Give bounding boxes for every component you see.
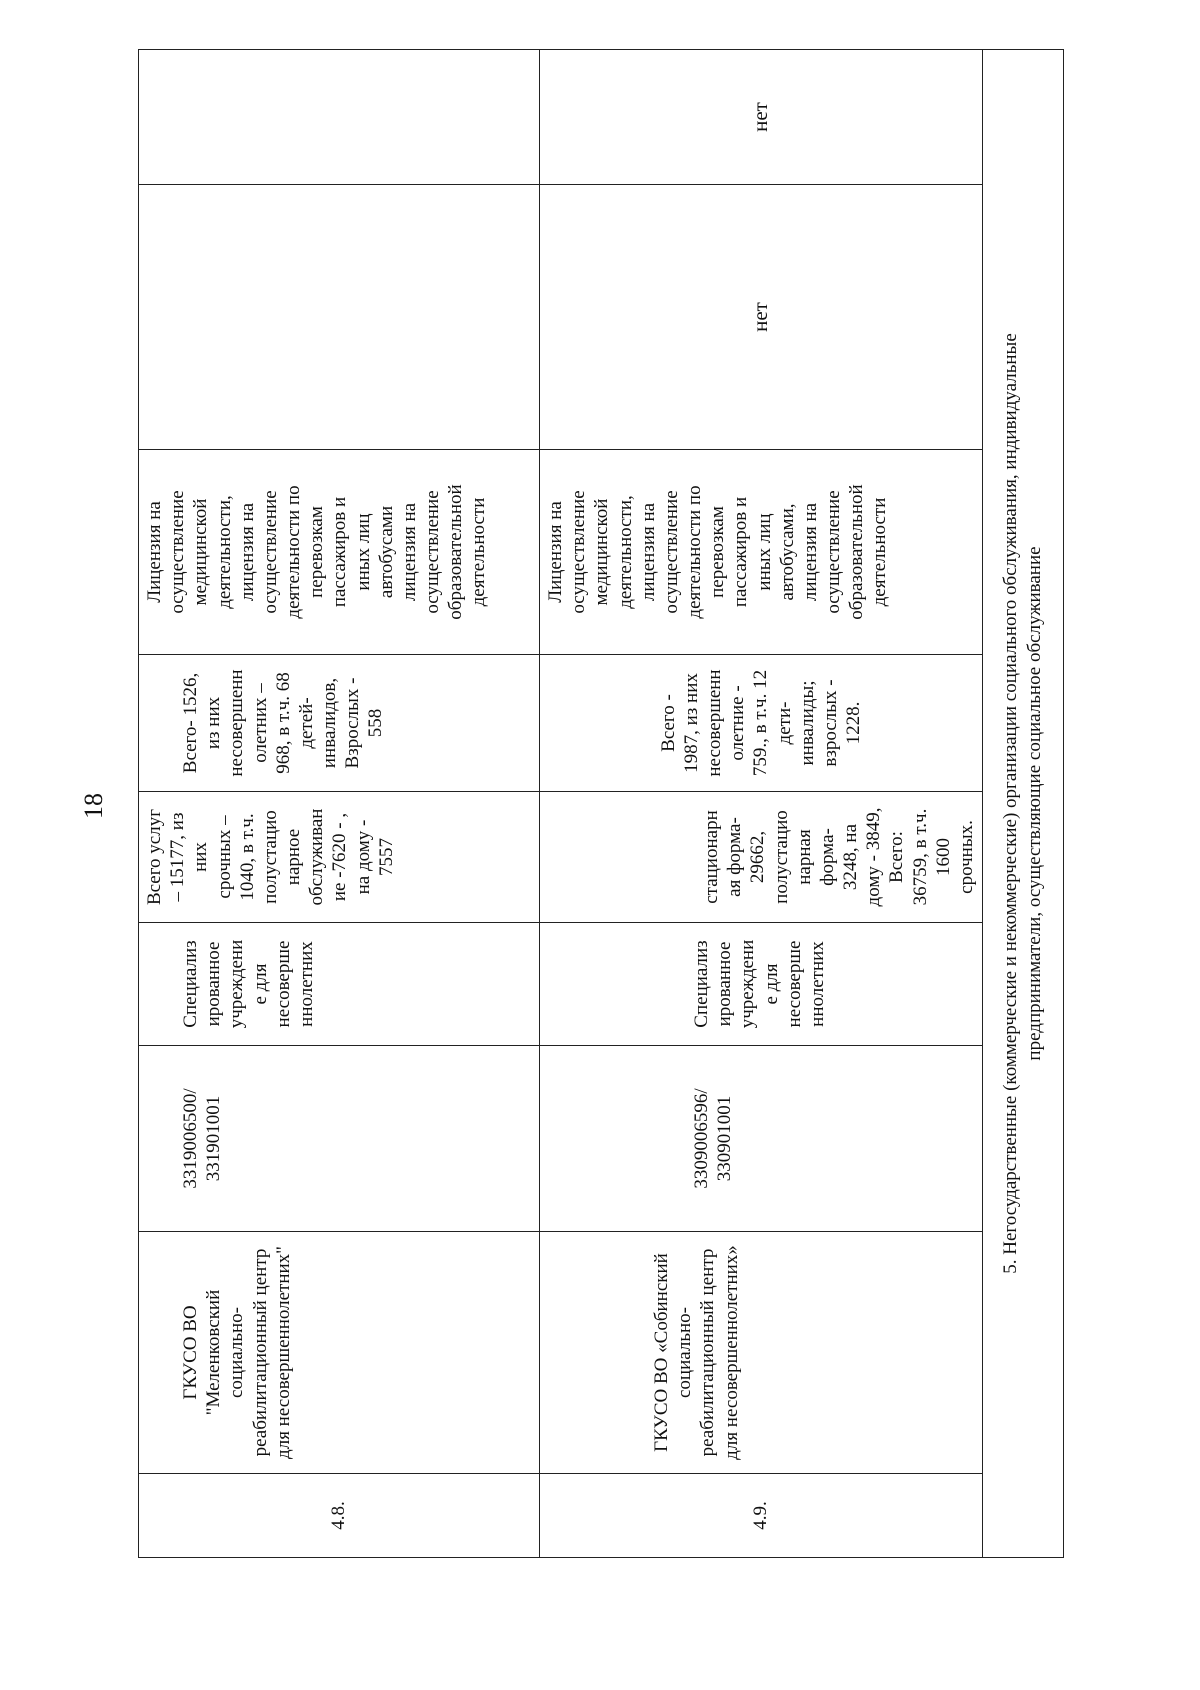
licenses: Лицензия на осуществление медицинской деятельности, лицензия на осуществление деятельности по перевозкам пассажиров и иных лиц автобусами лицензия на осуществление образовательной деятельности — [139, 450, 540, 655]
column-8-value: нет — [540, 185, 983, 450]
licenses: Лицензия на осуществление медицинской деятельности, лицензия на осуществление деятельности по перевозкам пассажиров и иных лиц автобусами, лицензия на осуществление образовательной деятельности — [540, 450, 983, 655]
organization-name: ГКУСО ВО «Собинский социально- реабилитационный центр для несовершеннолетних» — [540, 1232, 983, 1474]
page-number: 18 — [79, 793, 108, 819]
row-number: 4.9. — [540, 1474, 983, 1558]
rotated-table-container — [138, 50, 1046, 1558]
inn-kpp: 3319006500/ 331901001 — [139, 1046, 540, 1232]
column-9-value — [139, 50, 540, 185]
inn-kpp: 3309006596/ 330901001 — [540, 1046, 983, 1232]
services-count: стационарн ая форма- 29662, полустацио нарная форма- 3248, на дому - 3849, Всего: 36759, в т.ч. 1600 срочных. — [540, 792, 983, 923]
row-number: 4.8. — [139, 1474, 540, 1558]
section-row — [983, 50, 1064, 1558]
organization-name: ГКУСО ВО "Меленковский социально- реабилитационный центр для несовершеннолетних" — [139, 1232, 540, 1474]
organization-type: Специализ ированное учреждени е для несоверше ннолетних — [540, 923, 983, 1046]
table-row-4-9 — [540, 50, 983, 1558]
organization-type: Специализ ированное учреждени е для несоверше ннолетних — [139, 923, 540, 1046]
section-5-heading: 5. Негосударственные (коммерческие и некоммерческие) организации социального обслуживания, индивидуальные предприниматели, осуществляющие социальное обслуживание — [983, 50, 1064, 1558]
organizations-table — [138, 49, 1064, 1558]
services-count: Всего услуг – 15177, из них срочных – 1040, в т.ч. полустацио нарное обслуживан ие -7620 - , на дому - 7557 — [139, 792, 540, 923]
column-9-value: нет — [540, 50, 983, 185]
clients-count: Всего- 1526, из них несовершенн олетних – 968, в т.ч. 68 детей- инвалидов, Взрослых - 558 — [139, 655, 540, 792]
clients-count: Всего - 1987, из них несовершенн олетние - 759., в т.ч. 12 дети- инвалиды; взрослых - 1228. — [540, 655, 983, 792]
column-8-value — [139, 185, 540, 450]
table-row-4-8 — [139, 50, 540, 1558]
